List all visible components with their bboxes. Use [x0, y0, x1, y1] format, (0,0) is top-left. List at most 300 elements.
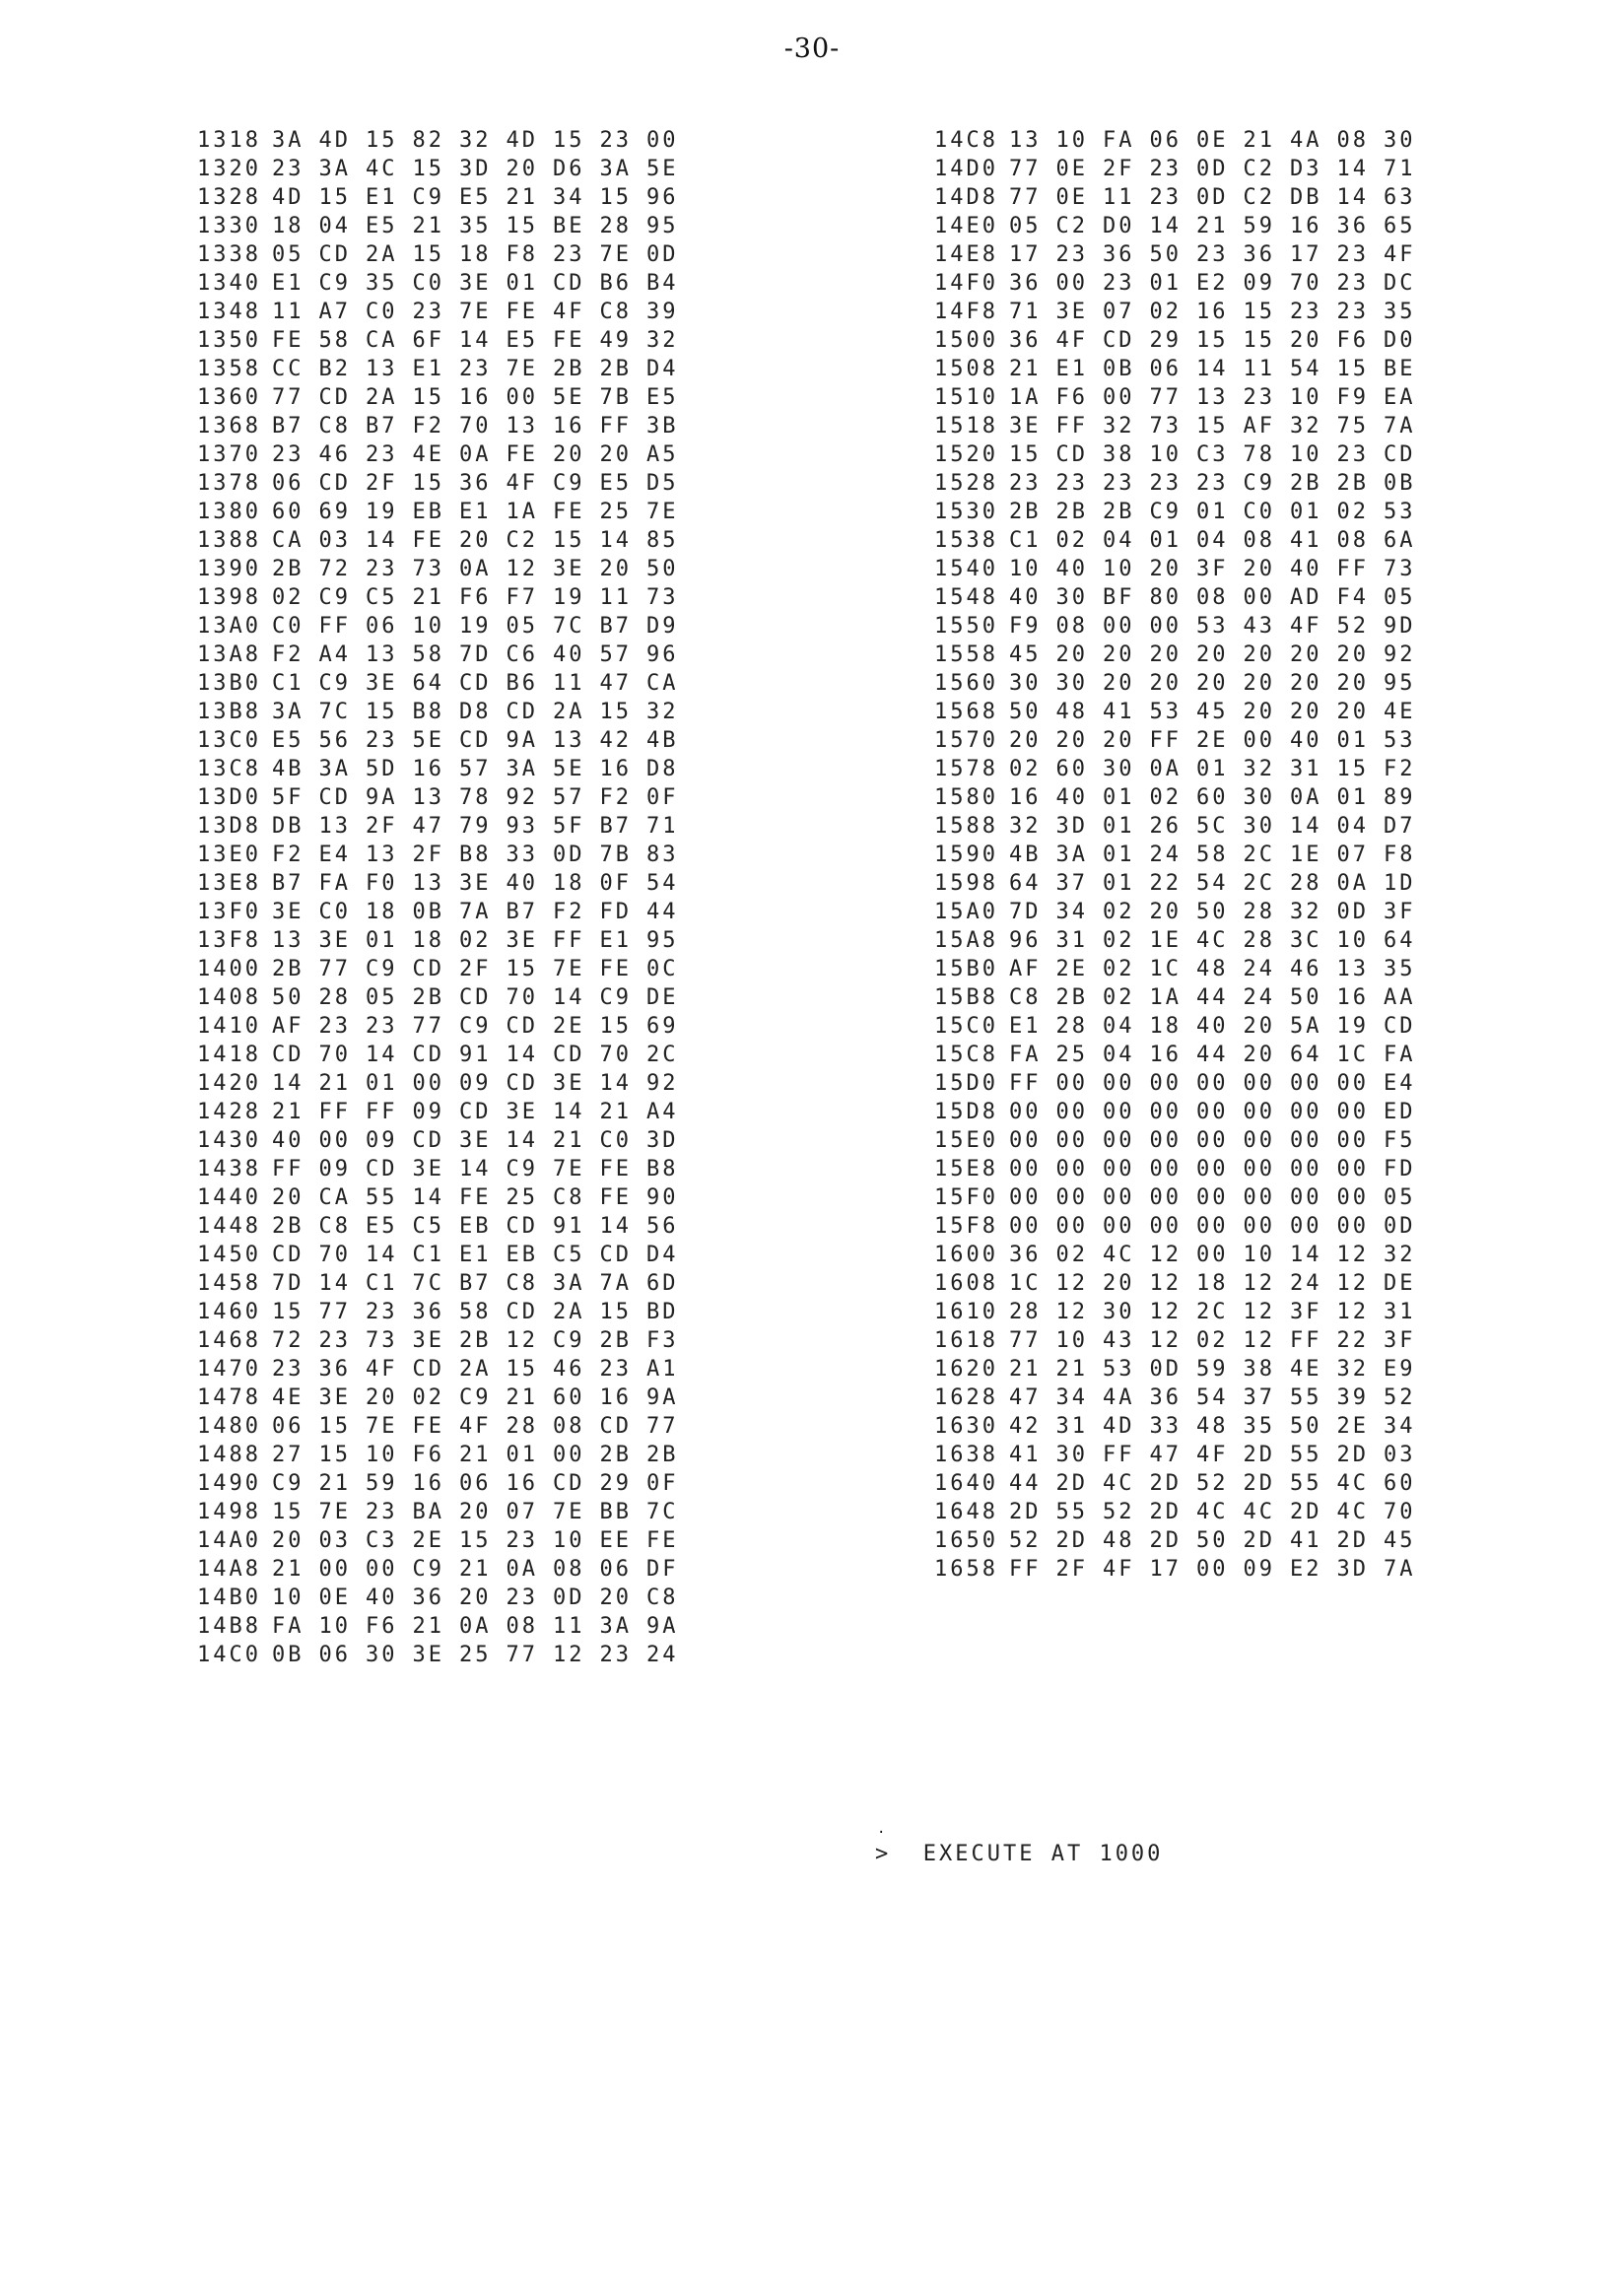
- hex-byte: 04: [1196, 528, 1229, 553]
- hex-byte: FA: [1103, 128, 1135, 153]
- row-address: 1550: [934, 614, 998, 639]
- row-checksum: FE: [646, 1528, 679, 1553]
- hex-byte: C0: [1243, 500, 1275, 524]
- hex-byte: 02: [1103, 928, 1135, 953]
- hex-byte: 2D: [1290, 1500, 1322, 1524]
- hex-byte: 20: [1336, 671, 1369, 696]
- row-checksum: 95: [646, 928, 679, 953]
- row-address: 14E0: [934, 214, 998, 238]
- hex-byte: 72: [318, 557, 351, 581]
- hex-dump-row: [197, 841, 694, 869]
- hex-byte: 23: [1336, 300, 1369, 324]
- hex-byte: 13: [318, 814, 351, 839]
- hex-byte: 00: [1196, 1557, 1229, 1582]
- hex-byte: C1: [412, 1243, 444, 1267]
- hex-dump-row: [197, 355, 694, 383]
- hex-byte: 12: [1149, 1271, 1182, 1296]
- hex-byte: 48: [1103, 1528, 1135, 1553]
- hex-byte: 00: [1290, 1157, 1322, 1181]
- hex-byte: 00: [1196, 1071, 1229, 1096]
- hex-byte: 2B: [272, 557, 304, 581]
- hex-byte: 42: [599, 728, 632, 753]
- hex-byte: 04: [1103, 1043, 1135, 1067]
- hex-byte: 7D: [272, 1271, 304, 1296]
- hex-byte: 40: [1055, 785, 1088, 810]
- hex-byte: 7E: [506, 357, 538, 381]
- hex-byte: 06: [599, 1557, 632, 1582]
- hex-byte: 4C: [366, 157, 398, 181]
- hex-byte: 56: [318, 728, 351, 753]
- hex-byte: F2: [599, 785, 632, 810]
- row-checksum: 0C: [646, 957, 679, 981]
- hex-byte: 47: [412, 814, 444, 839]
- hex-byte: E2: [1290, 1557, 1322, 1582]
- hex-byte: 7C: [412, 1271, 444, 1296]
- hex-dump-row: [934, 1355, 1431, 1383]
- hex-byte: 0D: [553, 843, 585, 867]
- hex-dump-row: [934, 955, 1431, 983]
- hex-dump-row: [197, 1555, 694, 1584]
- row-checksum: 2C: [646, 1043, 679, 1067]
- hex-byte: 12: [1149, 1243, 1182, 1267]
- hex-byte: F6: [1336, 328, 1369, 353]
- hex-byte: E5: [366, 1214, 398, 1239]
- row-checksum: BD: [646, 1300, 679, 1324]
- hex-byte: 53: [1149, 700, 1182, 724]
- hex-byte: 0A: [459, 442, 492, 467]
- hex-byte: 15: [1243, 300, 1275, 324]
- hex-byte: 15: [412, 157, 444, 181]
- hex-byte: 49: [599, 328, 632, 353]
- row-checksum: 45: [1384, 1528, 1416, 1553]
- hex-dump-row: [197, 1241, 694, 1269]
- hex-byte: 57: [599, 642, 632, 667]
- hex-byte: E5: [366, 214, 398, 238]
- hex-byte: 11: [1243, 357, 1275, 381]
- hex-byte: 23: [272, 442, 304, 467]
- hex-byte: 20: [1336, 642, 1369, 667]
- hex-byte: C3: [366, 1528, 398, 1553]
- hex-byte: 23: [318, 1014, 351, 1039]
- hex-byte: C6: [506, 642, 538, 667]
- hex-byte: CA: [272, 528, 304, 553]
- hex-dump-row: [934, 1326, 1431, 1355]
- hex-dump-row: [934, 155, 1431, 183]
- hex-byte: 00: [1149, 1185, 1182, 1210]
- row-checksum: 73: [1384, 557, 1416, 581]
- row-address: 1528: [934, 471, 998, 496]
- hex-byte: D8: [459, 700, 492, 724]
- hex-byte: 5F: [272, 785, 304, 810]
- hex-byte: 41: [1009, 1443, 1042, 1467]
- hex-byte: FE: [599, 957, 632, 981]
- hex-dump-row: [197, 783, 694, 812]
- hex-byte: CD: [553, 271, 585, 296]
- hex-byte: 23: [1243, 385, 1275, 410]
- hex-byte: CD: [553, 1471, 585, 1496]
- hex-byte: DB: [272, 814, 304, 839]
- hex-byte: C2: [1055, 214, 1088, 238]
- hex-byte: 23: [1196, 242, 1229, 267]
- hex-dump-row: [197, 669, 694, 698]
- hex-byte: 3E: [318, 928, 351, 953]
- hex-byte: C9: [553, 1328, 585, 1353]
- hex-byte: 4C: [1243, 1500, 1275, 1524]
- hex-byte: 02: [272, 585, 304, 610]
- hex-byte: E5: [599, 471, 632, 496]
- hex-byte: BE: [553, 214, 585, 238]
- hex-byte: AD: [1290, 585, 1322, 610]
- hex-byte: 00: [1290, 1214, 1322, 1239]
- hex-byte: C9: [318, 585, 351, 610]
- hex-byte: 46: [1290, 957, 1322, 981]
- row-address: 1658: [934, 1557, 998, 1582]
- hex-byte: 31: [1055, 928, 1088, 953]
- hex-byte: 54: [1290, 357, 1322, 381]
- hex-byte: B2: [318, 357, 351, 381]
- hex-byte: 00: [1149, 1214, 1182, 1239]
- hex-byte: 0D: [1196, 185, 1229, 210]
- hex-byte: 10: [1336, 928, 1369, 953]
- row-checksum: 89: [1384, 785, 1416, 810]
- row-checksum: E9: [1384, 1357, 1416, 1382]
- hex-byte: 16: [1290, 214, 1322, 238]
- hex-byte: 3E: [1009, 414, 1042, 439]
- row-checksum: 54: [646, 871, 679, 896]
- hex-byte: 10: [1290, 385, 1322, 410]
- row-checksum: FD: [1384, 1157, 1416, 1181]
- row-address: 1428: [197, 1100, 261, 1124]
- row-address: 1538: [934, 528, 998, 553]
- hex-byte: 4F: [553, 300, 585, 324]
- hex-byte: 3A: [318, 757, 351, 781]
- hex-byte: 12: [1336, 1300, 1369, 1324]
- hex-byte: C8: [553, 1185, 585, 1210]
- hex-byte: 38: [1103, 442, 1135, 467]
- row-address: 13F0: [197, 900, 261, 924]
- hex-dump-row: [934, 498, 1431, 526]
- row-address: 13E8: [197, 871, 261, 896]
- hex-byte: 4F: [366, 1357, 398, 1382]
- hex-byte: 4C: [1103, 1243, 1135, 1267]
- hex-byte: FF: [599, 414, 632, 439]
- hex-byte: 7E: [553, 957, 585, 981]
- row-checksum: 60: [1384, 1471, 1416, 1496]
- hex-byte: 00: [506, 385, 538, 410]
- hex-byte: 3E: [318, 1385, 351, 1410]
- row-address: 14B0: [197, 1586, 261, 1610]
- hex-byte: 20: [553, 442, 585, 467]
- prompt-dot: .: [877, 1821, 886, 1837]
- hex-byte: CD: [1103, 328, 1135, 353]
- row-checksum: 90: [646, 1185, 679, 1210]
- hex-byte: 01: [1103, 843, 1135, 867]
- hex-byte: 2E: [412, 1528, 444, 1553]
- hex-byte: 3D: [1336, 1557, 1369, 1582]
- row-checksum: 63: [1384, 185, 1416, 210]
- hex-byte: 0E: [1196, 128, 1229, 153]
- hex-byte: 00: [1243, 1071, 1275, 1096]
- hex-byte: 23: [366, 557, 398, 581]
- hex-byte: FF: [1103, 1443, 1135, 1467]
- hex-byte: F4: [1336, 585, 1369, 610]
- hex-byte: B8: [459, 843, 492, 867]
- hex-byte: 2D: [1149, 1528, 1182, 1553]
- hex-byte: C1: [366, 1271, 398, 1296]
- hex-byte: 06: [1149, 128, 1182, 153]
- hex-byte: 14: [412, 1185, 444, 1210]
- hex-byte: 23: [1149, 471, 1182, 496]
- hex-byte: 20: [1103, 642, 1135, 667]
- hex-dump-row: [197, 641, 694, 669]
- hex-byte: C9: [506, 1157, 538, 1181]
- hex-byte: 5D: [366, 757, 398, 781]
- hex-dump-row: [934, 1498, 1431, 1526]
- hex-byte: B7: [459, 1271, 492, 1296]
- hex-byte: CD: [506, 1214, 538, 1239]
- row-address: 1320: [197, 157, 261, 181]
- hex-byte: 50: [1009, 700, 1042, 724]
- hex-byte: 14: [1290, 814, 1322, 839]
- row-checksum: F8: [1384, 843, 1416, 867]
- hex-byte: EB: [506, 1243, 538, 1267]
- hex-byte: 3A: [318, 157, 351, 181]
- row-address: 1478: [197, 1385, 261, 1410]
- hex-byte: 4C: [1196, 1500, 1229, 1524]
- hex-byte: 04: [1336, 814, 1369, 839]
- hex-byte: 4C: [1336, 1500, 1369, 1524]
- hex-byte: 52: [1009, 1528, 1042, 1553]
- row-address: 1508: [934, 357, 998, 381]
- hex-dump-row: [934, 1441, 1431, 1469]
- hex-byte: 20: [1149, 671, 1182, 696]
- hex-byte: 70: [599, 1043, 632, 1067]
- hex-byte: 02: [1336, 500, 1369, 524]
- row-checksum: 95: [1384, 671, 1416, 696]
- hex-byte: FF: [318, 614, 351, 639]
- hex-byte: 64: [1009, 871, 1042, 896]
- hex-byte: 70: [506, 985, 538, 1010]
- hex-byte: A4: [318, 642, 351, 667]
- hex-dump-row: [934, 1012, 1431, 1041]
- hex-byte: 4D: [318, 128, 351, 153]
- hex-byte: 00: [553, 1443, 585, 1467]
- hex-byte: 3A: [599, 157, 632, 181]
- hex-byte: 15: [599, 1014, 632, 1039]
- hex-byte: 23: [1336, 242, 1369, 267]
- hex-byte: 08: [553, 1414, 585, 1439]
- row-address: 1518: [934, 414, 998, 439]
- row-address: 15B0: [934, 957, 998, 981]
- hex-byte: 57: [553, 785, 585, 810]
- hex-byte: 53: [1103, 1357, 1135, 1382]
- hex-byte: 15: [459, 1528, 492, 1553]
- row-address: 1558: [934, 642, 998, 667]
- hex-byte: 23: [1336, 442, 1369, 467]
- hex-byte: FA: [318, 871, 351, 896]
- hex-byte: 00: [1103, 385, 1135, 410]
- hex-dump-row: [197, 1584, 694, 1612]
- hex-byte: 00: [412, 1071, 444, 1096]
- hex-byte: 12: [1243, 1328, 1275, 1353]
- hex-byte: 13: [272, 928, 304, 953]
- hex-byte: 20: [1290, 671, 1322, 696]
- hex-byte: 10: [272, 1586, 304, 1610]
- hex-byte: 47: [1009, 1385, 1042, 1410]
- hex-byte: 0A: [1290, 785, 1322, 810]
- hex-byte: 13: [506, 414, 538, 439]
- hex-byte: FF: [1009, 1557, 1042, 1582]
- hex-byte: FE: [412, 1414, 444, 1439]
- hex-dump-right-column: [934, 126, 1431, 1584]
- hex-dump-row: [934, 1155, 1431, 1183]
- hex-byte: 53: [1196, 614, 1229, 639]
- hex-byte: 3A: [272, 128, 304, 153]
- hex-byte: 15: [318, 1414, 351, 1439]
- hex-byte: 41: [1290, 1528, 1322, 1553]
- hex-byte: 23: [553, 242, 585, 267]
- row-address: 1590: [934, 843, 998, 867]
- hex-byte: CD: [318, 785, 351, 810]
- row-checksum: DC: [1384, 271, 1416, 296]
- row-checksum: 32: [1384, 1243, 1416, 1267]
- hex-byte: 36: [1243, 242, 1275, 267]
- row-checksum: 4F: [1384, 242, 1416, 267]
- hex-byte: 46: [553, 1357, 585, 1382]
- row-checksum: DE: [1384, 1271, 1416, 1296]
- row-address: 1400: [197, 957, 261, 981]
- hex-byte: 39: [1336, 1385, 1369, 1410]
- row-address: 15D0: [934, 1071, 998, 1096]
- hex-byte: 08: [553, 1557, 585, 1582]
- row-address: 1490: [197, 1471, 261, 1496]
- row-address: 1460: [197, 1300, 261, 1324]
- hex-byte: 48: [1055, 700, 1088, 724]
- hex-byte: 73: [412, 557, 444, 581]
- hex-byte: 08: [1243, 528, 1275, 553]
- hex-byte: 03: [318, 1528, 351, 1553]
- hex-byte: 12: [1055, 1300, 1088, 1324]
- hex-byte: 21: [1055, 1357, 1088, 1382]
- row-address: 1368: [197, 414, 261, 439]
- hex-dump-row: [934, 326, 1431, 355]
- hex-byte: 2C: [1196, 1300, 1229, 1324]
- hex-dump-row: [197, 126, 694, 155]
- hex-dump-row: [934, 1069, 1431, 1098]
- hex-byte: FF: [1290, 1328, 1322, 1353]
- hex-byte: 28: [506, 1414, 538, 1439]
- hex-dump-row: [934, 926, 1431, 955]
- hex-dump-row: [197, 1183, 694, 1212]
- row-checksum: 0D: [1384, 1214, 1416, 1239]
- hex-byte: C9: [318, 671, 351, 696]
- hex-byte: C5: [412, 1214, 444, 1239]
- row-checksum: 96: [646, 642, 679, 667]
- hex-byte: 00: [1149, 1071, 1182, 1096]
- hex-dump-row: [934, 898, 1431, 926]
- hex-byte: 15: [366, 128, 398, 153]
- hex-byte: 36: [1009, 328, 1042, 353]
- hex-byte: 15: [553, 528, 585, 553]
- hex-byte: 08: [506, 1614, 538, 1639]
- hex-byte: C8: [318, 414, 351, 439]
- hex-byte: C9: [459, 1385, 492, 1410]
- row-address: 1650: [934, 1528, 998, 1553]
- hex-byte: 26: [1149, 814, 1182, 839]
- hex-byte: BF: [1103, 585, 1135, 610]
- row-address: 1370: [197, 442, 261, 467]
- hex-byte: 23: [412, 300, 444, 324]
- hex-byte: 35: [1243, 1414, 1275, 1439]
- hex-byte: C9: [1149, 500, 1182, 524]
- hex-byte: 4C: [1196, 928, 1229, 953]
- hex-byte: 4E: [1290, 1357, 1322, 1382]
- hex-byte: 60: [1055, 757, 1088, 781]
- hex-byte: 47: [599, 671, 632, 696]
- row-checksum: F5: [1384, 1128, 1416, 1153]
- hex-dump-row: [197, 326, 694, 355]
- hex-byte: 0E: [1055, 185, 1088, 210]
- hex-dump-row: [934, 298, 1431, 326]
- hex-byte: 4F: [1290, 614, 1322, 639]
- hex-byte: 23: [506, 1528, 538, 1553]
- hex-byte: 2B: [459, 1328, 492, 1353]
- row-checksum: 0F: [646, 785, 679, 810]
- hex-byte: D3: [1290, 157, 1322, 181]
- hex-byte: 91: [553, 1214, 585, 1239]
- hex-byte: 20: [1243, 671, 1275, 696]
- hex-byte: C1: [272, 671, 304, 696]
- hex-byte: 37: [1055, 871, 1088, 896]
- row-checksum: DF: [646, 1557, 679, 1582]
- row-checksum: CD: [1384, 442, 1416, 467]
- row-address: 1588: [934, 814, 998, 839]
- hex-byte: 28: [1243, 928, 1275, 953]
- hex-byte: 15: [1336, 357, 1369, 381]
- hex-byte: 77: [1149, 385, 1182, 410]
- hex-byte: 00: [1103, 1157, 1135, 1181]
- hex-byte: 2A: [366, 385, 398, 410]
- row-checksum: D9: [646, 614, 679, 639]
- row-address: 1388: [197, 528, 261, 553]
- hex-byte: 91: [459, 1043, 492, 1067]
- row-address: 1570: [934, 728, 998, 753]
- hex-byte: 12: [1243, 1271, 1275, 1296]
- hex-dump-row: [934, 669, 1431, 698]
- hex-byte: 18: [412, 928, 444, 953]
- hex-byte: 7E: [599, 242, 632, 267]
- hex-dump-row: [197, 583, 694, 612]
- hex-dump-row: [934, 269, 1431, 298]
- hex-byte: FE: [459, 1185, 492, 1210]
- hex-dump-row: [197, 269, 694, 298]
- hex-byte: CD: [459, 985, 492, 1010]
- hex-byte: 07: [1103, 300, 1135, 324]
- hex-byte: 02: [1103, 900, 1135, 924]
- hex-byte: 00: [318, 1557, 351, 1582]
- row-address: 14F8: [934, 300, 998, 324]
- hex-byte: 15: [506, 1357, 538, 1382]
- hex-byte: 19: [459, 614, 492, 639]
- hex-byte: 14: [599, 528, 632, 553]
- hex-byte: C9: [599, 985, 632, 1010]
- hex-byte: 00: [1103, 1214, 1135, 1239]
- prompt-command: EXECUTE AT 1000: [922, 1842, 1164, 1866]
- hex-byte: 20: [1243, 1043, 1275, 1067]
- hex-byte: 50: [1290, 1414, 1322, 1439]
- hex-byte: C9: [1243, 471, 1275, 496]
- hex-byte: 21: [1243, 128, 1275, 153]
